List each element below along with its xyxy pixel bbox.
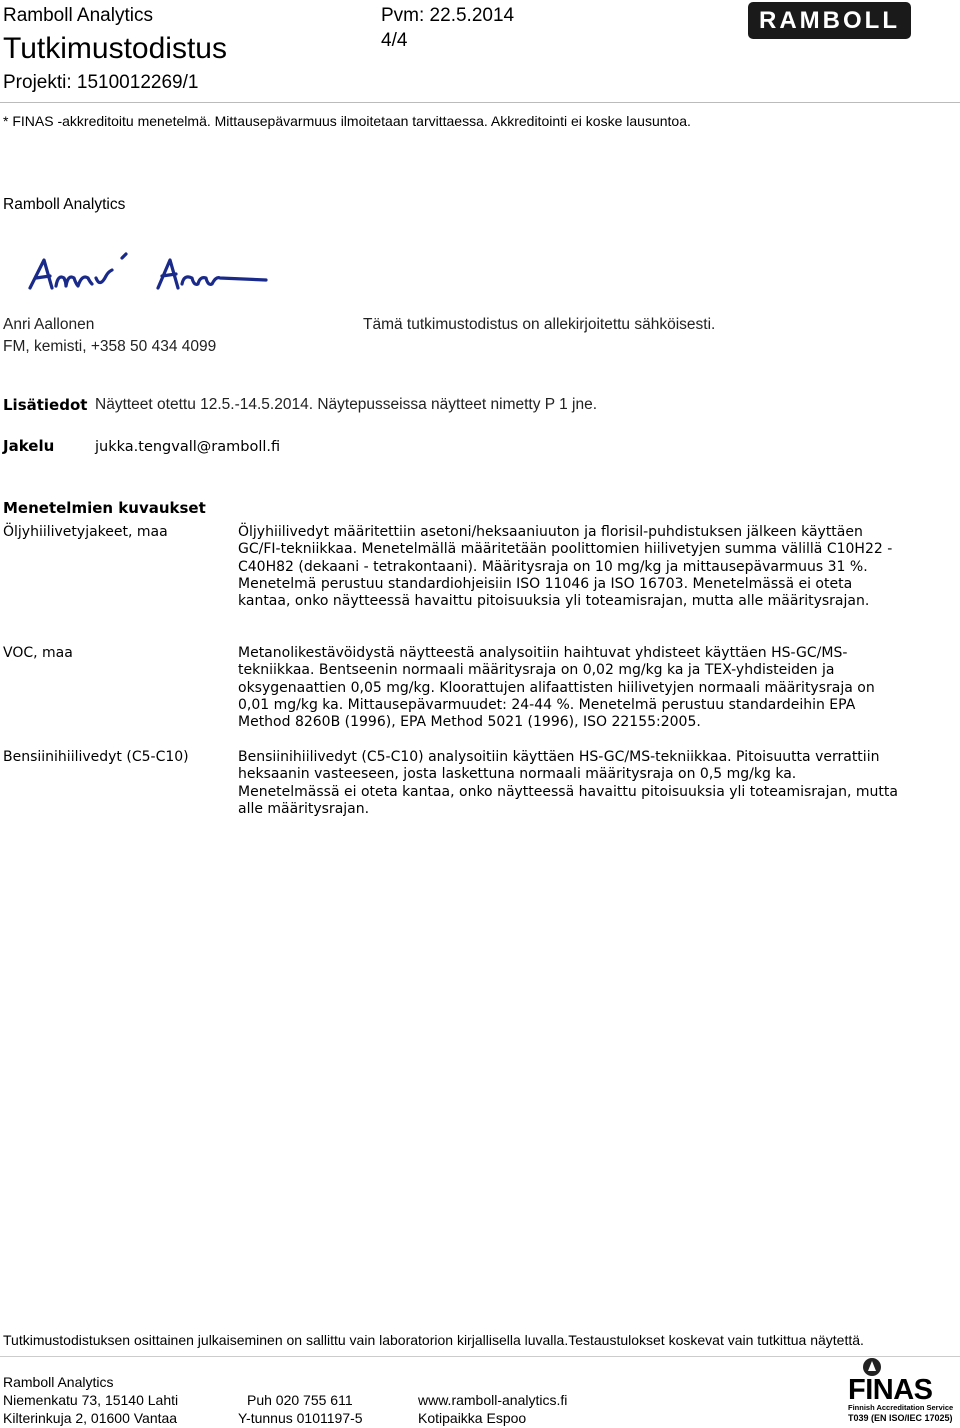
method-description: Öljyhiilivedyt määritettiin asetoni/heksaaniuuton ja florisil-puhdistuksen jälkeen käyttäen GC/FI-tekniikkaa. Menetelmällä määritetään poolittomien hiilivetyjen summa välillä C10H22 - C40H82 (dekaani - tetrakontaani). Määritysraja on 10 mg/kg ja mittausepävarmuus 31 %. Menetelmä perustuu standardiohjeisiin ISO 11046 ja ISO 16703. Menetelmässä ei oteta kantaa, onko näytteessä havaittu pitoisuuksia yli toteamisrajan, mutta alle määritysrajan.: [238, 524, 893, 610]
page-number: 4/4: [381, 30, 408, 51]
footer-company: Ramboll Analytics: [3, 1374, 114, 1390]
method-label: Bensiinihiilivedyt (C5-C10): [3, 749, 189, 765]
footer-domicile: Kotipaikka Espoo: [418, 1410, 527, 1426]
electronic-signature-note: Tämä tutkimustodistus on allekirjoitettu sähköisesti.: [363, 316, 716, 333]
project-number: Projekti: 1510012269/1: [3, 72, 199, 93]
footer-address-1: Niemenkatu 73, 15140 Lahti: [3, 1392, 179, 1408]
accreditation-note: * FINAS -akkreditoitu menetelmä. Mittausepävarmuus ilmoitetaan tarvittaessa. Akkreditointi ei koske lausuntoa.: [3, 113, 691, 129]
methods-heading: Menetelmien kuvaukset: [3, 499, 206, 517]
lisatiedot-label: Lisätiedot: [3, 396, 88, 414]
finas-wordmark: FINAS: [848, 1374, 933, 1406]
footer-website[interactable]: www.ramboll-analytics.fi: [418, 1392, 568, 1408]
finas-subtitle: Finnish Accreditation Service: [848, 1403, 954, 1412]
jakelu-label: Jakelu: [3, 437, 55, 455]
header-divider: [0, 102, 960, 103]
ramboll-logo: [748, 2, 911, 39]
footer-phone: Puh 020 755 611: [247, 1392, 353, 1408]
method-description: Bensiinihiilivedyt (C5-C10) analysoitiin käyttäen HS-GC/MS-tekniikkaa. Pitoisuutta verrattiin heksaanin vasteeseen, josta laskettuna normaali määritysraja on 0,5 mg/kg ka. Menetelmässä ei oteta kantaa, onko näytteessä havaittu pitoisuuksia yli toteamisrajan, mutta alle määritysrajan.: [238, 749, 898, 817]
footer-divider: [0, 1356, 960, 1357]
report-date: Pvm: 22.5.2014: [381, 5, 515, 26]
footer-disclaimer: Tutkimustodistuksen osittainen julkaiseminen on sallittu vain laboratorion kirjallisella luvalla.Testaustulokset koskevat vain tutkittua näytettä.: [3, 1332, 864, 1348]
lisatiedot-value: Näytteet otettu 12.5.-14.5.2014. Näytepusseissa näytteet nimetty P 1 jne.: [95, 396, 598, 413]
footer-business-id: Y-tunnus 0101197-5: [238, 1410, 363, 1426]
handwritten-signature: [26, 248, 274, 296]
finas-logo: [848, 1357, 958, 1427]
finas-code: T039 (EN ISO/IEC 17025): [848, 1413, 953, 1423]
signature-org: Ramboll Analytics: [3, 196, 126, 213]
page-title: Tutkimustodistus: [3, 32, 227, 65]
method-label: VOC, maa: [3, 645, 73, 661]
method-label: Öljyhiilivetyjakeet, maa: [3, 524, 168, 540]
method-description: Metanolikestävöidystä näytteestä analysoitiin haihtuvat yhdisteet käyttäen HS-GC/MS-tekniikkaa. Bentseenin normaali määritysraja on 0,02 mg/kg ka ja TEX-yhdisteiden ja oksygenaattien 0,05 mg/kg. Kloorattujen alifaattisten hiilivetyjen normaali määritysraja on 0,01 mg/kg ka. Mittausepävarmuudet: 24-44 %. Menetelmä perustuu standardeihin EPA Method 8260B (1996), EPA Method 5021 (1996), ISO 22155:2005.: [238, 645, 875, 731]
signer-name: Anri Aallonen: [3, 316, 95, 333]
footer-address-2: Kilterinkuja 2, 01600 Vantaa: [3, 1410, 178, 1426]
company-name: Ramboll Analytics: [3, 5, 153, 26]
signer-role: FM, kemisti, +358 50 434 4099: [3, 338, 217, 355]
jakelu-email: jukka.tengvall@ramboll.fi: [95, 439, 281, 455]
logo-text: RAMBOLL: [759, 6, 900, 34]
